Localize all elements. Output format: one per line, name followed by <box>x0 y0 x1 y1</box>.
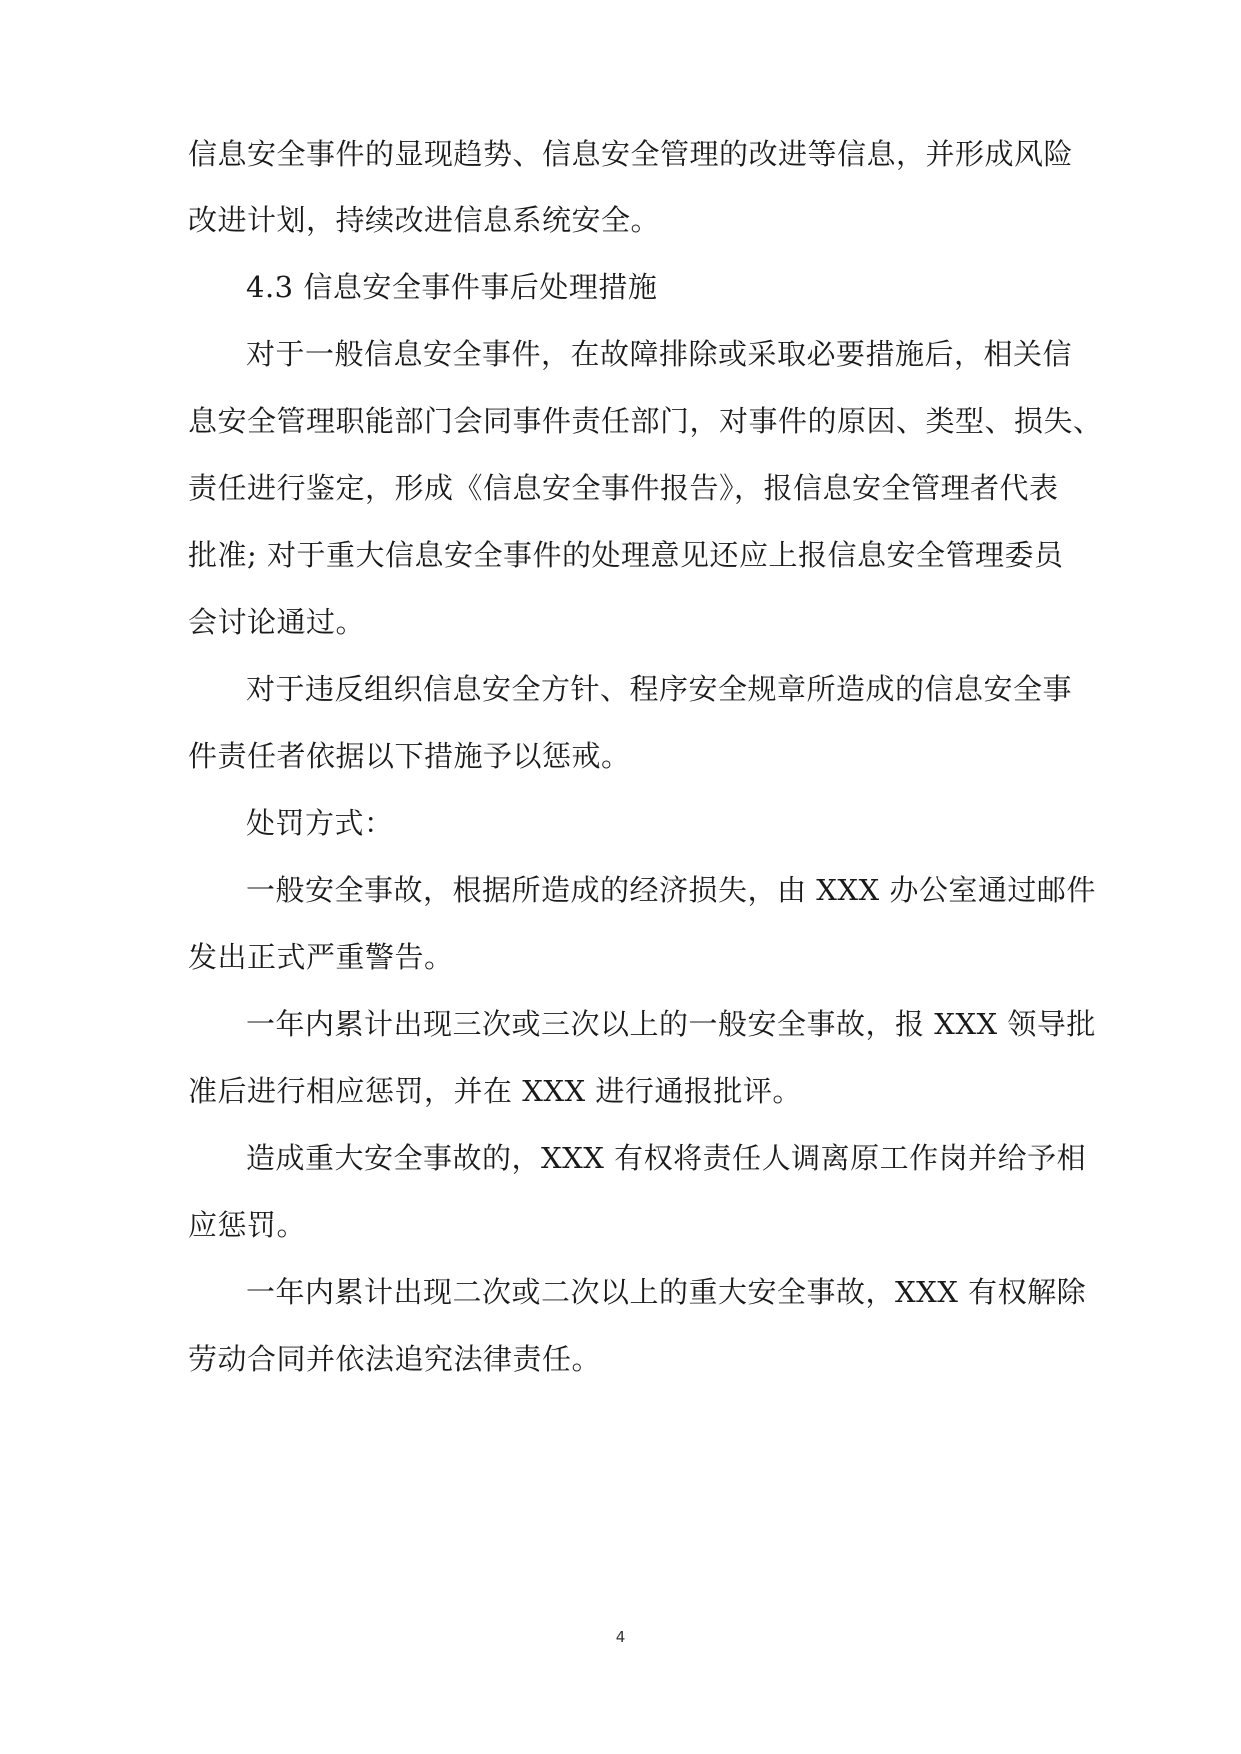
paragraph-line: 劳动合同并依法追究法律责任。 <box>188 1342 602 1376</box>
paragraph-line: 造成重大安全事故的，XXX 有权将责任人调离原工作岗并给予相 <box>246 1141 1087 1175</box>
paragraph-line: 处罚方式： <box>246 806 394 840</box>
paragraph-line: 发出正式严重警告。 <box>188 940 454 974</box>
page-number: 4 <box>615 1628 626 1646</box>
section-heading: 4.3 信息安全事件事后处理措施 <box>246 270 658 304</box>
paragraph-line: 一年内累计出现二次或二次以上的重大安全事故，XXX 有权解除 <box>246 1275 1087 1309</box>
paragraph-line: 件责任者依据以下措施予以惩戒。 <box>188 739 631 773</box>
paragraph-line: 对于违反组织信息安全方针、程序安全规章所造成的信息安全事 <box>246 672 1073 706</box>
paragraph-line: 对于一般信息安全事件，在故障排除或采取必要措施后，相关信 <box>246 337 1073 371</box>
paragraph-line: 一般安全事故，根据所造成的经济损失，由 XXX 办公室通过邮件 <box>246 873 1096 907</box>
paragraph-line: 一年内累计出现三次或三次以上的一般安全事故，报 XXX 领导批 <box>246 1007 1096 1041</box>
paragraph-line: 准后进行相应惩罚，并在 XXX 进行通报批评。 <box>188 1074 802 1108</box>
paragraph-line: 会讨论通过。 <box>188 605 366 639</box>
paragraph-line: 责任进行鉴定，形成《信息安全事件报告》，报信息安全管理者代表 <box>188 471 1059 505</box>
paragraph-line: 应惩罚。 <box>188 1208 307 1242</box>
paragraph-line: 批准; 对于重大信息安全事件的处理意见还应上报信息安全管理委员 <box>188 538 1064 572</box>
paragraph-line: 信息安全事件的显现趋势、信息安全管理的改进等信息，并形成风险 <box>188 137 1074 171</box>
paragraph-line: 改进计划，持续改进信息系统安全。 <box>188 203 661 237</box>
paragraph-line: 息安全管理职能部门会同事件责任部门，对事件的原因、类型、损失、 <box>188 404 1103 438</box>
